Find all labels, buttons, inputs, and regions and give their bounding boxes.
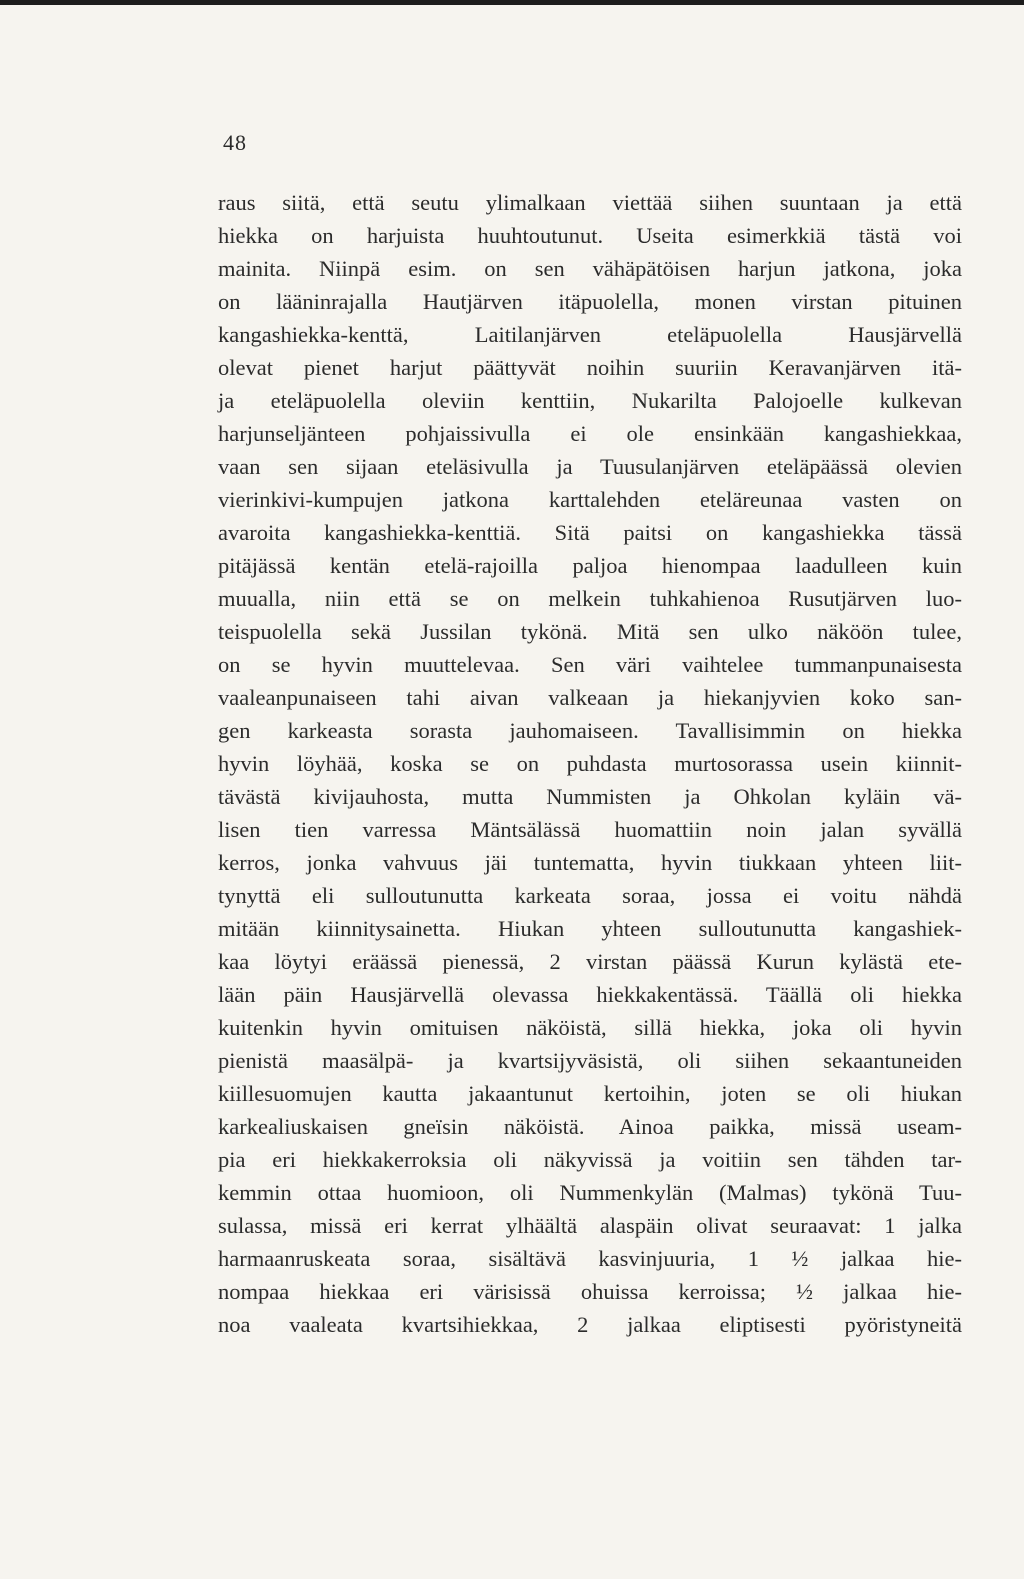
text-line: pia eri hiekkakerroksia oli näkyvissä ja voitiin sen tähden tar- bbox=[218, 1147, 962, 1172]
text-line: hyvin löyhää, koska se on puhdasta murtosorassa usein kiinnit- bbox=[218, 751, 962, 776]
page-top-edge bbox=[0, 0, 1024, 5]
text-line: avaroita kangashiekka-kenttiä. Sitä paitsi on kangashiekka tässä bbox=[218, 520, 962, 545]
text-line: on se hyvin muuttelevaa. Sen väri vaihtelee tummanpunaisesta bbox=[218, 652, 962, 677]
text-line: gen karkeasta sorasta jauhomaiseen. Tavallisimmin on hiekka bbox=[218, 718, 962, 743]
body-text bbox=[218, 186, 962, 1341]
text-line: nompaa hiekkaa eri värisissä ohuissa kerroissa; ½ jalkaa hie- bbox=[218, 1279, 962, 1304]
text-line: mainita. Niinpä esim. on sen vähäpätöisen harjun jatkona, joka bbox=[218, 256, 962, 281]
text-line: pienistä maasälpä- ja kvartsijyväsistä, oli siihen sekaantuneiden bbox=[218, 1048, 962, 1073]
text-line: kemmin ottaa huomioon, oli Nummenkylän (Malmas) tykönä Tuu- bbox=[218, 1180, 962, 1205]
text-line: olevat pienet harjut päättyvät noihin suuriin Keravanjärven itä- bbox=[218, 355, 962, 380]
text-line: kerros, jonka vahvuus jäi tuntematta, hyvin tiukkaan yhteen liit- bbox=[218, 850, 962, 875]
text-line: harjunseljänteen pohjaissivulla ei ole ensinkään kangashiekkaa, bbox=[218, 421, 962, 446]
text-line: karkealiuskaisen gneïsin näköistä. Ainoa paikka, missä useam- bbox=[218, 1114, 962, 1139]
text-line: tynyttä eli sulloutunutta karkeata soraa, jossa ei voitu nähdä bbox=[218, 883, 962, 908]
text-line: kuitenkin hyvin omituisen näköistä, sillä hiekka, joka oli hyvin bbox=[218, 1015, 962, 1040]
text-line: tävästä kivijauhosta, mutta Nummisten ja Ohkolan kyläin vä- bbox=[218, 784, 962, 809]
text-line: teispuolella sekä Jussilan tykönä. Mitä sen ulko näköön tulee, bbox=[218, 619, 962, 644]
text-line: kangashiekka-kenttä, Laitilanjärven eteläpuolella Hausjärvellä bbox=[218, 322, 962, 347]
text-line: kiillesuomujen kautta jakaantunut kertoihin, joten se oli hiukan bbox=[218, 1081, 962, 1106]
text-line: kaa löytyi eräässä pienessä, 2 virstan päässä Kurun kylästä ete- bbox=[218, 949, 962, 974]
text-line: vaan sen sijaan eteläsivulla ja Tuusulanjärven eteläpäässä olevien bbox=[218, 454, 962, 479]
text-line: ja eteläpuolella oleviin kenttiin, Nukarilta Palojoelle kulkevan bbox=[218, 388, 962, 413]
text-line: lään päin Hausjärvellä olevassa hiekkakentässä. Täällä oli hiekka bbox=[218, 982, 962, 1007]
text-line: noa vaaleata kvartsihiekkaa, 2 jalkaa eliptisesti pyöristyneitä bbox=[218, 1312, 962, 1337]
text-line: on lääninrajalla Hautjärven itäpuolella, monen virstan pituinen bbox=[218, 289, 962, 314]
text-line: pitäjässä kentän etelä-rajoilla paljoa hienompaa laadulleen kuin bbox=[218, 553, 962, 578]
text-line: hiekka on harjuista huuhtoutunut. Useita esimerkkiä tästä voi bbox=[218, 223, 962, 248]
text-line: vierinkivi-kumpujen jatkona karttalehden eteläreunaa vasten on bbox=[218, 487, 962, 512]
text-line: vaaleanpunaiseen tahi aivan valkeaan ja hiekanjyvien koko san- bbox=[218, 685, 962, 710]
text-line: mitään kiinnitysainetta. Hiukan yhteen sulloutunutta kangashiek- bbox=[218, 916, 962, 941]
text-line: harmaanruskeata soraa, sisältävä kasvinjuuria, 1 ½ jalkaa hie- bbox=[218, 1246, 962, 1271]
text-line: raus siitä, että seutu ylimalkaan viettää siihen suuntaan ja että bbox=[218, 190, 962, 215]
page-number: 48 bbox=[223, 130, 247, 155]
text-line: muualla, niin että se on melkein tuhkahienoa Rusutjärven luo- bbox=[218, 586, 962, 611]
text-line: lisen tien varressa Mäntsälässä huomattiin noin jalan syvällä bbox=[218, 817, 962, 842]
text-line: sulassa, missä eri kerrat ylhäältä alaspäin olivat seuraavat: 1 jalka bbox=[218, 1213, 962, 1238]
